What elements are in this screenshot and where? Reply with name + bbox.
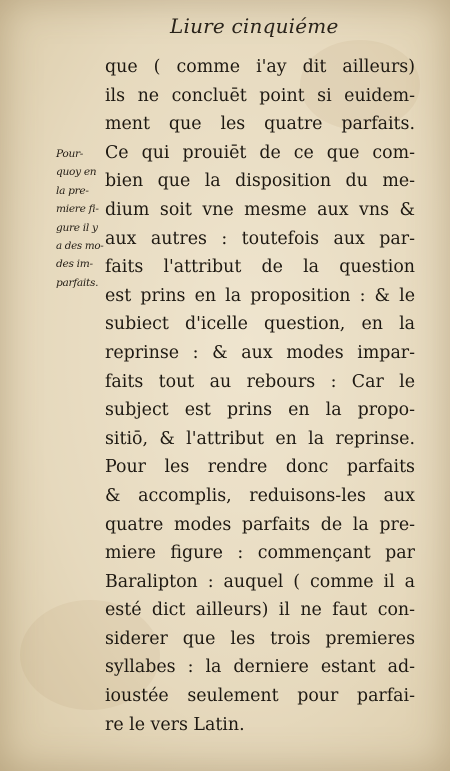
margin-note-line: parfaits. bbox=[56, 276, 99, 289]
text-line: aux autres : toutefois aux par- bbox=[105, 228, 415, 249]
text-line: dium soit vne mesme aux vns & bbox=[105, 199, 415, 220]
text-line: est prins en la proposition : & le bbox=[105, 285, 415, 306]
text-line: Pour les rendre donc parfaits bbox=[105, 457, 415, 478]
text-line: bien que la disposition du me- bbox=[105, 171, 415, 192]
text-line: ioustée seulement pour parfai- bbox=[105, 686, 415, 707]
text-line: re le vers Latin. bbox=[105, 714, 245, 735]
text-line: syllabes : la derniere estant ad- bbox=[105, 657, 415, 678]
margin-note bbox=[56, 145, 102, 292]
text-line: sitiō, & l'attribut en la reprinse. bbox=[105, 428, 415, 449]
text-line: miere figure : commençant par bbox=[105, 543, 415, 564]
text-line: que ( comme i'ay dit ailleurs) bbox=[105, 57, 415, 77]
margin-note-line: des im- bbox=[56, 258, 93, 271]
body-text bbox=[105, 53, 415, 739]
text-line: reprinse : & aux modes impar- bbox=[105, 342, 415, 363]
text-line: siderer que les trois premieres bbox=[105, 628, 415, 649]
margin-note-line: miere fi- bbox=[56, 203, 99, 216]
text-line: ment que les quatre parfaits. bbox=[105, 114, 415, 135]
margin-note-line: quoy en bbox=[56, 166, 97, 179]
text-line: faits l'attribut de la question bbox=[105, 257, 415, 278]
text-line: & accomplis, reduisons-les aux bbox=[105, 485, 415, 506]
text-line: ils ne concluēt point si euidem- bbox=[105, 85, 415, 106]
text-line: esté dict ailleurs) il ne faut con- bbox=[105, 600, 415, 621]
text-line: Baralipton : auquel ( comme il a bbox=[105, 571, 415, 592]
margin-note-line: la pre- bbox=[56, 184, 89, 197]
text-line: subiect d'icelle question, en la bbox=[105, 314, 415, 335]
margin-note-line: gure il y bbox=[56, 221, 98, 234]
text-line: quatre modes parfaits de la pre- bbox=[105, 514, 415, 535]
text-line: faits tout au rebours : Car le bbox=[105, 371, 415, 392]
text-line: Ce qui prouiēt de ce que com- bbox=[105, 142, 415, 163]
text-line: subject est prins en la propo- bbox=[105, 400, 415, 421]
margin-note-line: Pour- bbox=[56, 148, 84, 160]
running-title: Liure cinquiéme bbox=[170, 14, 339, 38]
margin-note-line: a des mo- bbox=[56, 239, 104, 252]
